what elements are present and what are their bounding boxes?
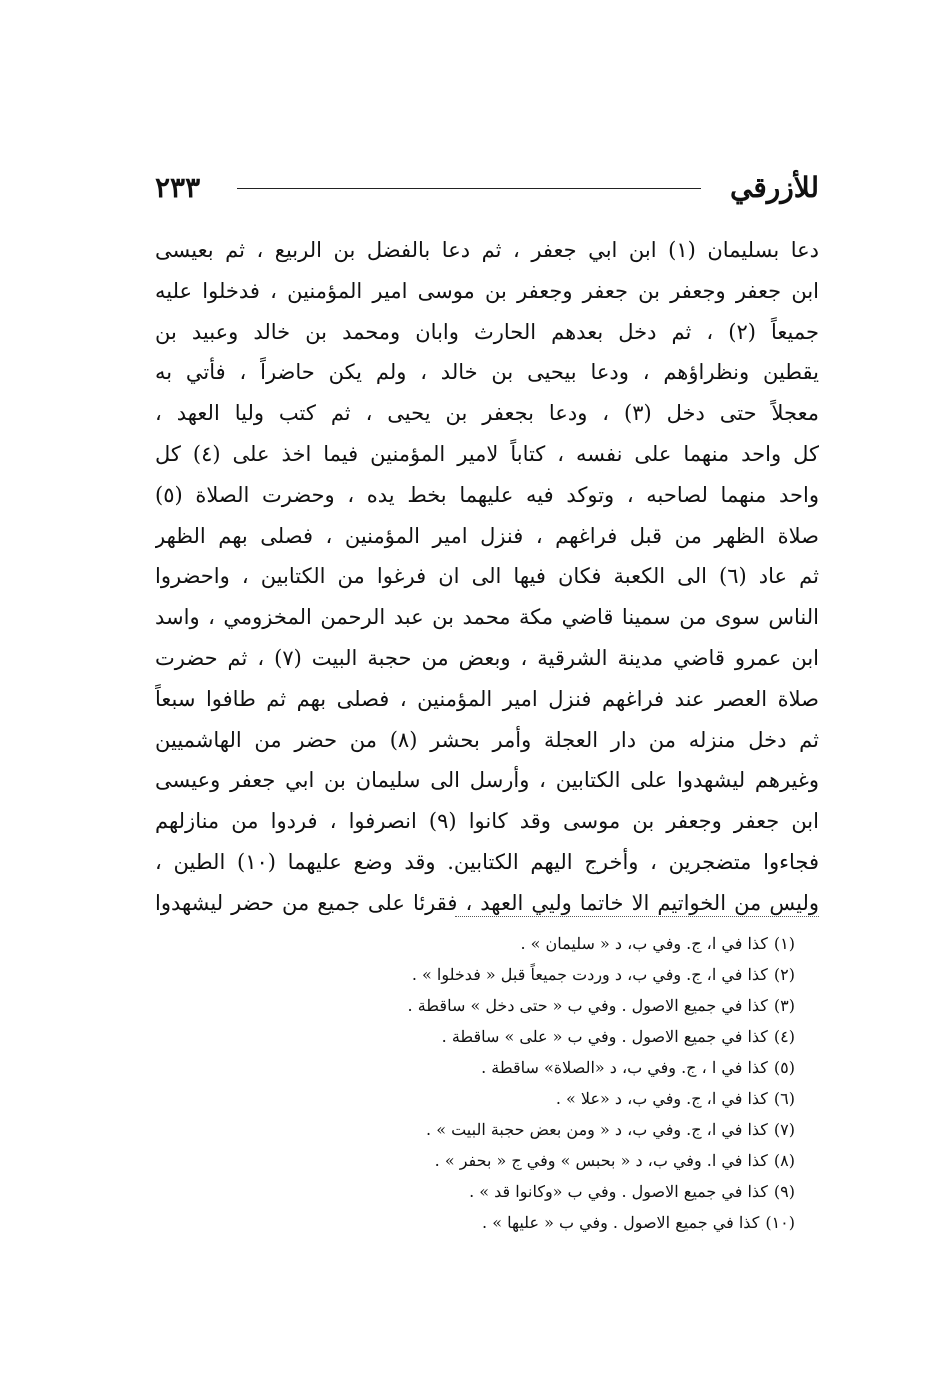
footnote-separator: [455, 916, 819, 917]
text-line: ابن عمرو قاضي مدينة الشرقية ، وبعض من حجبة البيت (٧) ، ثم حضرت: [155, 645, 819, 670]
footnote-text: كذا في ا، ج. وفي ب، د « سليمان » .: [520, 934, 768, 953]
footnote: [300, 990, 795, 1021]
footnote-text: كذا في جميع الاصول . وفي ب « حتى دخل » ساقطة .: [407, 996, 768, 1015]
footnote-text: كذا في ا. وفي ب، د « بحبس » وفي ج « بحفر » .: [434, 1151, 768, 1170]
footnote-text: كذا في ا، ج. وفي ب، د « ومن بعض حجبة البيت » .: [426, 1120, 768, 1139]
footnote-number: (٨): [773, 1151, 795, 1170]
header-rule: [237, 188, 701, 189]
footnote: [300, 1176, 795, 1207]
footnote-text: كذا في ا، ج. وفي ب، د وردت جميعاً قبل « فدخلوا » .: [411, 965, 768, 984]
footnote: [300, 1145, 795, 1176]
footnote-number: (١٠): [765, 1213, 795, 1232]
text-line: معجلاً حتى دخل (٣) ، ودعا بجعفر بن يحيى ، ثم كتب وليا العهد ،: [155, 401, 819, 426]
text-line: وليس من الخواتيم الا خاتما وليي العهد ، فقرئا على جميع من حضر ليشهدوا: [155, 890, 819, 915]
footnote: [300, 959, 795, 990]
footnote-number: (٣): [773, 996, 795, 1015]
footnote: [300, 1052, 795, 1083]
footnote-text: كذا في جميع الاصول . وفي ب « عليها » .: [482, 1213, 760, 1232]
running-head: للأزرقي: [729, 171, 819, 204]
footnote-number: (٤): [773, 1027, 795, 1046]
text-line: دعا بسليمان (١) ابن ابي جعفر ، ثم دعا بالفضل بن الربيع ، ثم بعيسى: [155, 238, 819, 262]
text-line: صلاة الظهر من قبل فراغهم ، فنزل امير المؤمنين ، فصلى بهم الظهر: [155, 523, 819, 548]
text-line: يقطين ونظراؤهم ، ودعا بيحيى بن خالد ، ولم يكن حاضراً ، فأتي به: [155, 360, 819, 385]
footnote-number: (٥): [773, 1058, 795, 1077]
text-line: جميعاً (٢) ، ثم دخل بعدهم الحارث وابان ومحمد بن خالد وعبيد بن: [155, 319, 819, 344]
page-header: [155, 168, 819, 212]
text-line: ابن جعفر وجعفر بن موسى وقد كانوا (٩) انصرفوا ، فردوا من منازلهم: [155, 809, 819, 834]
text-line: كل واحد منهما على نفسه ، كتاباً لامير المؤمنين فيما اخذ على (٤) كل: [155, 441, 819, 466]
text-line: ابن جعفر وجعفر بن جعفر وجعفر بن موسى امير المؤمنين ، فدخلوا عليه: [155, 278, 819, 303]
footnote-text: كذا في ا، ج. وفي ب، د «علا » .: [555, 1089, 768, 1108]
text-line: وغيرهم ليشهدوا على الكتابين ، وأرسل الى سليمان بن ابي جعفر وعيسى: [155, 768, 819, 793]
footnote-number: (٧): [773, 1120, 795, 1139]
text-line: ثم دخل منزله من دار العجلة وأمر بحشر (٨) من حضر من الهاشميين: [155, 727, 819, 752]
footnotes: [300, 928, 795, 1238]
footnote: [300, 1114, 795, 1145]
body-text: [155, 230, 819, 924]
text-line: صلاة العصر عند فراغهم فنزل امير المؤمنين ، فصلى بهم ثم طافوا سبعاً: [155, 686, 819, 711]
text-line: ثم عاد (٦) الى الكعبة فكان فيها الى ان فرغوا من الكتابين ، واحضروا: [155, 564, 819, 589]
footnote-text: كذا في جميع الاصول . وفي ب «وكانوا قد » .: [469, 1182, 768, 1201]
text-line: واحد منهما لصاحبه ، وتوكد فيه عليهما بخط يده ، وحضرت الصلاة (٥): [155, 482, 819, 507]
footnote-number: (٢): [773, 965, 795, 984]
footnote: [300, 1207, 795, 1238]
footnote-text: كذا في ا ، ج. وفي ب، د «الصلاة» ساقطة .: [481, 1058, 768, 1077]
footnote-number: (٩): [773, 1182, 795, 1201]
footnote: [300, 1083, 795, 1114]
text-line: الناس سوى من سمينا قاضي مكة محمد بن عبد الرحمن المخزومي ، واسد: [155, 605, 819, 630]
page-number: ٢٣٣: [155, 171, 201, 204]
footnote: [300, 928, 795, 959]
footnote: [300, 1021, 795, 1052]
footnote-number: (١): [773, 934, 795, 953]
footnote-number: (٦): [773, 1089, 795, 1108]
text-line: فجاءوا متضجرين ، وأخرج اليهم الكتابين. وقد وضع عليهما (١٠) الطين ،: [155, 849, 819, 874]
footnote-text: كذا في جميع الاصول . وفي ب « على » ساقطة .: [441, 1027, 768, 1046]
